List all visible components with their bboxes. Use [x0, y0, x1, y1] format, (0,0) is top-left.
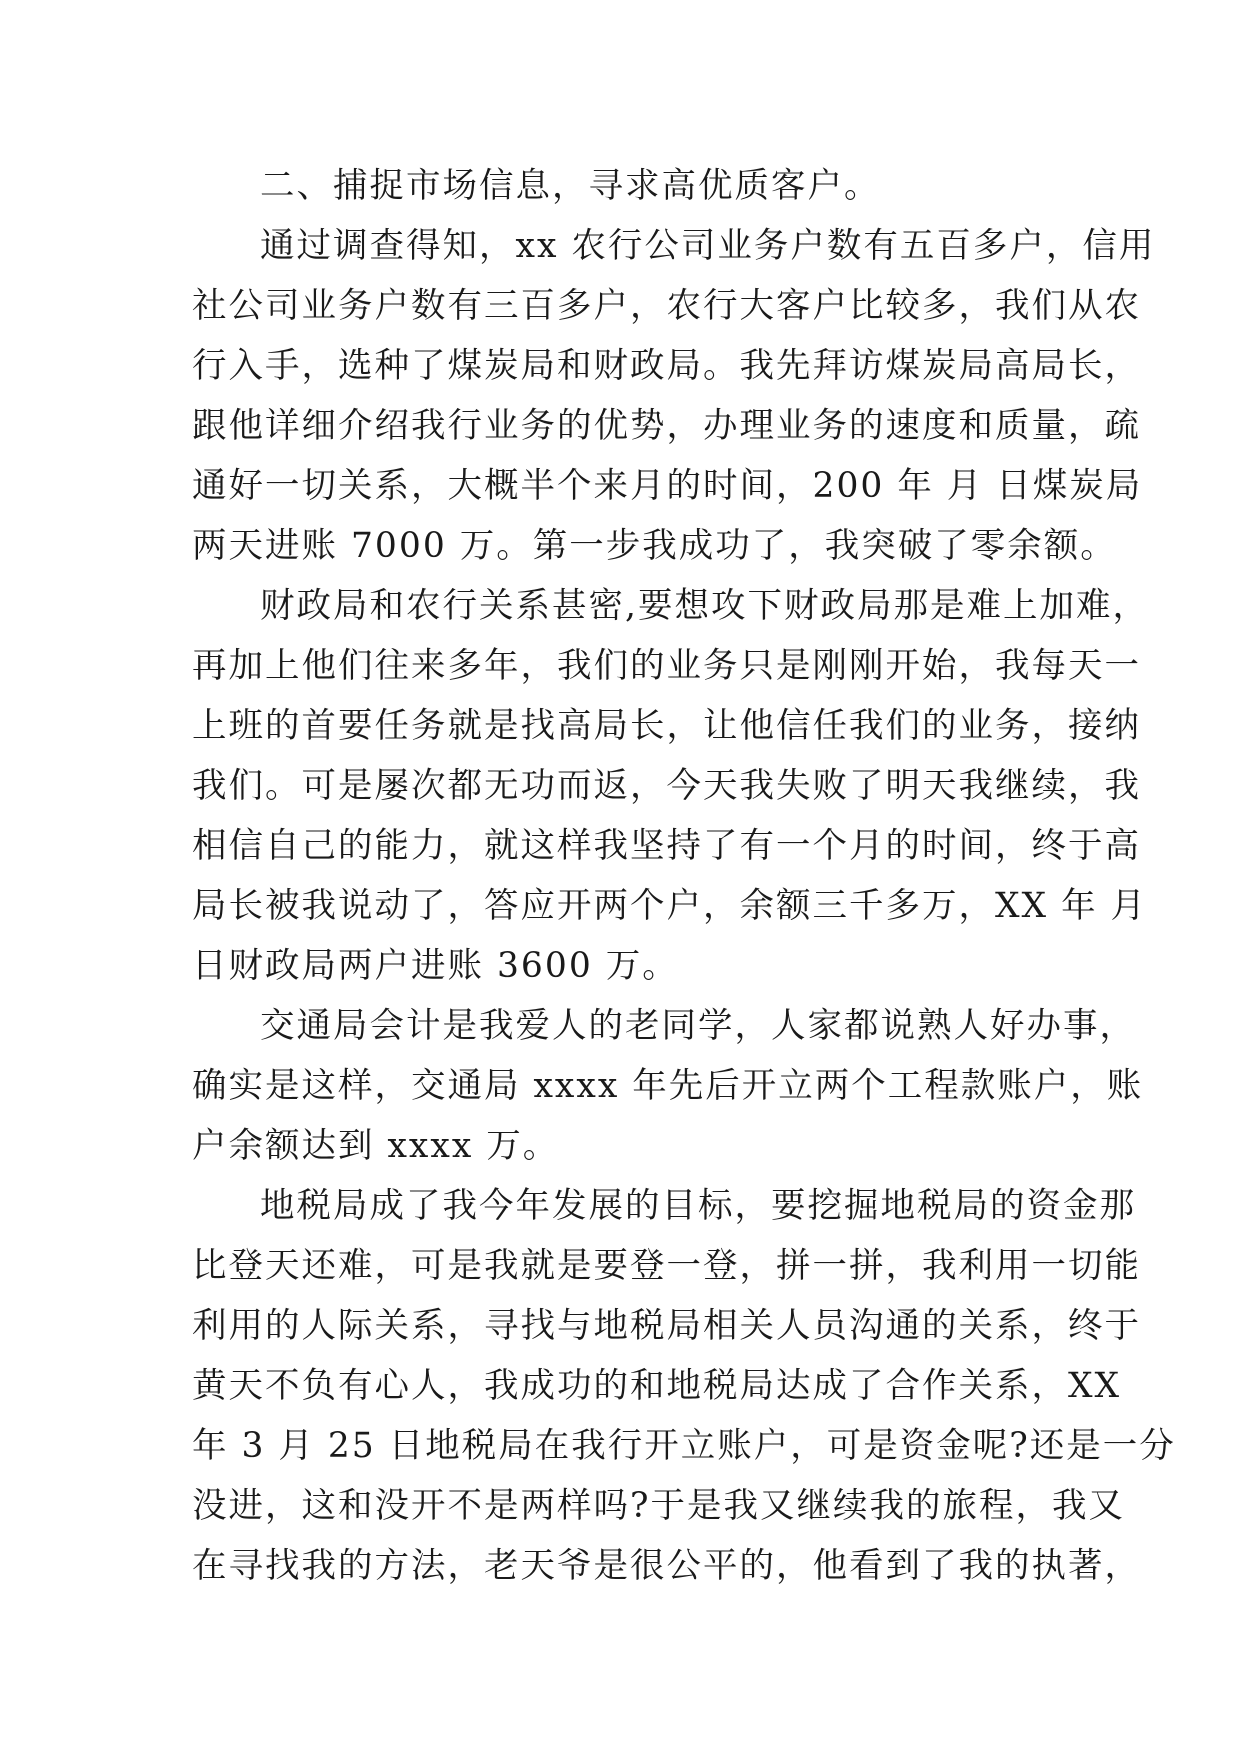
paragraph-line: 我们。可是屡次都无功而返，今天我失败了明天我继续，我	[192, 766, 1141, 806]
paragraph-line: 财政局和农行关系甚密,要想攻下财政局那是难上加难，	[260, 586, 1149, 626]
paragraph-line: 在寻找我的方法，老天爷是很公平的，他看到了我的执著，	[192, 1546, 1141, 1586]
paragraph-line: 确实是这样，交通局 xxxx 年先后开立两个工程款账户，账	[192, 1066, 1144, 1106]
paragraph-3	[192, 996, 1144, 1176]
paragraph-line: 地税局成了我今年发展的目标，要挖掘地税局的资金那	[260, 1186, 1136, 1226]
paragraph-line: 没进，这和没开不是两样吗?于是我又继续我的旅程，我又	[192, 1486, 1125, 1526]
paragraph-line: 比登天还难，可是我就是要登一登，拼一拼，我利用一切能	[192, 1246, 1141, 1286]
paragraph-line: 日财政局两户进账 3600 万。	[192, 946, 679, 986]
paragraph-line: 交通局会计是我爱人的老同学，人家都说熟人好办事，	[260, 1006, 1136, 1046]
paragraph-line: 再加上他们往来多年，我们的业务只是刚刚开始，我每天一	[192, 646, 1141, 686]
paragraph-line: 社公司业务户数有三百多户，农行大客户比较多，我们从农	[192, 286, 1141, 326]
paragraph-line: 年 3 月 25 日地税局在我行开立账户，可是资金呢?还是一分	[192, 1426, 1176, 1466]
paragraph-1	[192, 216, 1156, 576]
paragraph-line: 通好一切关系，大概半个来月的时间，200 年 月 日煤炭局	[192, 466, 1143, 506]
paragraph-line: 上班的首要任务就是找高局长，让他信任我们的业务，接纳	[192, 706, 1141, 746]
paragraph-line: 通过调查得知，xx 农行公司业务户数有五百多户，信用	[260, 226, 1156, 266]
paragraph-line: 利用的人际关系，寻找与地税局相关人员沟通的关系，终于	[192, 1306, 1141, 1346]
paragraph-line: 相信自己的能力，就这样我坚持了有一个月的时间，终于高	[192, 826, 1141, 866]
paragraph-line: 行入手，选种了煤炭局和财政局。我先拜访煤炭局高局长，	[192, 346, 1141, 386]
paragraph-line: 跟他详细介绍我行业务的优势，办理业务的速度和质量，疏	[192, 406, 1141, 446]
paragraph-line: 黄天不负有心人，我成功的和地税局达成了合作关系，XX	[192, 1366, 1122, 1406]
document-body	[192, 156, 1176, 1596]
paragraph-2	[192, 576, 1149, 996]
paragraph-line: 户余额达到 xxxx 万。	[192, 1126, 560, 1166]
paragraph-line: 两天进账 7000 万。第一步我成功了，我突破了零余额。	[192, 526, 1117, 566]
paragraph-4	[192, 1176, 1176, 1596]
section-heading: 二、捕捉市场信息，寻求高优质客户。	[260, 166, 881, 206]
paragraph-line: 局长被我说动了，答应开两个户，余额三千多万，XX 年 月	[192, 886, 1148, 926]
